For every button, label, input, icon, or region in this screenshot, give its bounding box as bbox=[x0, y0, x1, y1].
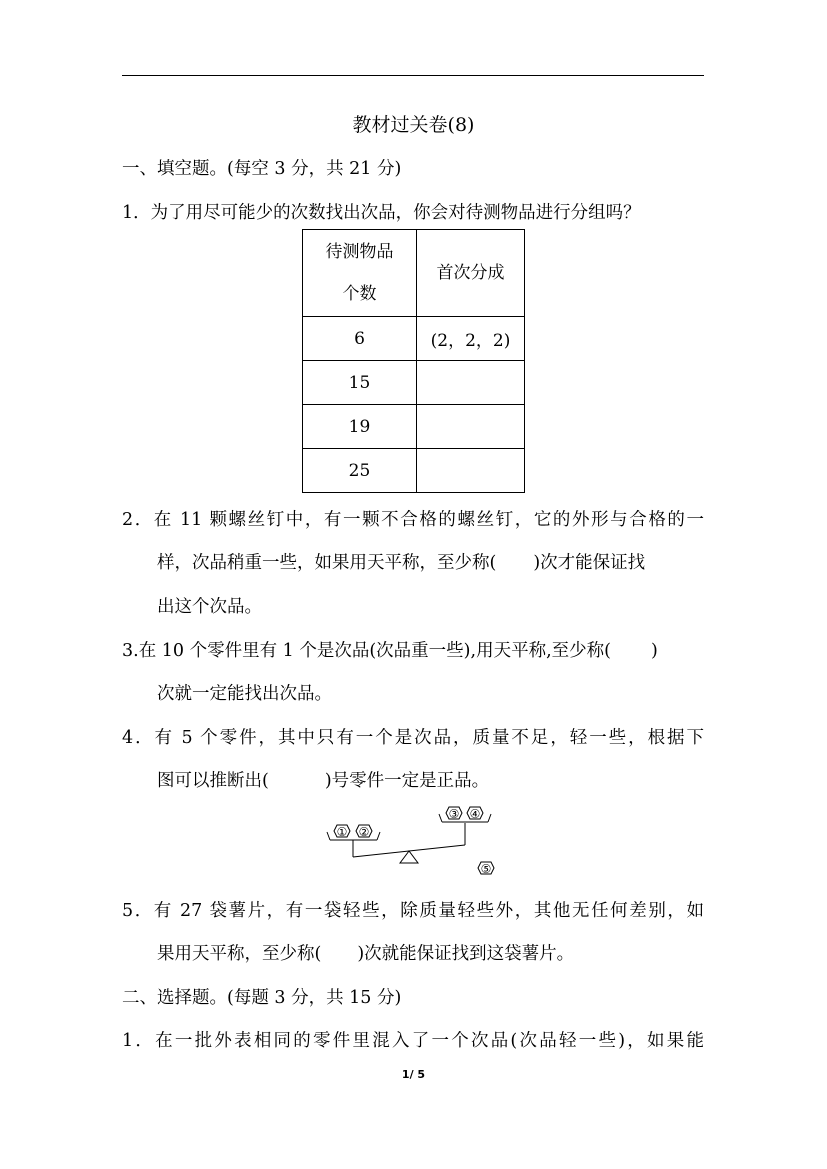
section1-heading: 一、填空题。(每空 3 分，共 21 分) bbox=[122, 159, 402, 179]
page-title: 教材过关卷(8) bbox=[352, 114, 475, 136]
q3-line1: 3.在 10 个零件里有 1 个是次品(次品重一些),用天平称,至少称( ) bbox=[122, 641, 658, 661]
section2-heading: 二、选择题。(每题 3 分，共 15 分) bbox=[122, 988, 402, 1008]
item-count-cell: 19 bbox=[303, 405, 417, 449]
header-item-count: 待测物品 个数 bbox=[303, 230, 417, 317]
section2-q1-line1: 1．在一批外表相同的零件里混入了一个次品(次品轻一些)，如果能 bbox=[122, 1031, 704, 1051]
q2-line3: 出这个次品。 bbox=[157, 597, 262, 617]
table-row bbox=[303, 361, 525, 405]
item-count-cell: 15 bbox=[303, 361, 417, 405]
table-row bbox=[303, 449, 525, 493]
q4-line2: 图可以推断出( )号零件一定是正品。 bbox=[157, 771, 490, 791]
grouping-table bbox=[302, 229, 525, 493]
svg-text:②: ② bbox=[358, 825, 370, 839]
grouping-answer-cell[interactable] bbox=[417, 449, 525, 493]
table-header-row bbox=[303, 230, 525, 317]
grouping-answer-cell[interactable] bbox=[417, 405, 525, 449]
item-count-cell: 6 bbox=[303, 317, 417, 361]
header-first-grouping: 首次分成 bbox=[417, 230, 525, 317]
page-number: 1/ 5 bbox=[401, 1068, 426, 1081]
q1-text: 1．为了用尽可能少的次数找出次品，你会对待测物品进行分组吗？ bbox=[122, 203, 641, 223]
part-4-hexagon-icon bbox=[467, 807, 483, 821]
balance-scale-figure bbox=[320, 800, 510, 880]
q5-line1: 5．有 27 袋薯片，有一袋轻些，除质量轻些外，其他无任何差别，如 bbox=[122, 901, 704, 921]
item-count-cell: 25 bbox=[303, 449, 417, 493]
part-1-hexagon-icon bbox=[334, 825, 350, 839]
part-5-hexagon-icon bbox=[478, 862, 494, 876]
q2-line2: 样，次品稍重一些，如果用天平称，至少称( )次才能保证找 bbox=[157, 553, 646, 573]
header-rule bbox=[122, 75, 704, 76]
q4-line1: 4．有 5 个零件，其中只有一个是次品，质量不足，轻一些，根据下 bbox=[122, 728, 704, 748]
q3-line2: 次就一定能找出次品。 bbox=[157, 684, 332, 704]
table-row bbox=[303, 317, 525, 361]
grouping-answer-cell[interactable] bbox=[417, 361, 525, 405]
q2-line1: 2．在 11 颗螺丝钉中，有一颗不合格的螺丝钉，它的外形与合格的一 bbox=[122, 510, 704, 530]
svg-text:③: ③ bbox=[448, 807, 460, 821]
fulcrum-icon bbox=[400, 851, 418, 863]
svg-text:⑤: ⑤ bbox=[480, 862, 492, 876]
part-2-hexagon-icon bbox=[356, 825, 372, 839]
svg-text:①: ① bbox=[336, 825, 348, 839]
grouping-cell: (2，2，2) bbox=[417, 317, 525, 361]
svg-text:④: ④ bbox=[469, 807, 481, 821]
table-row bbox=[303, 405, 525, 449]
part-3-hexagon-icon bbox=[446, 807, 462, 821]
q5-line2: 果用天平称，至少称( )次就能保证找到这袋薯片。 bbox=[157, 944, 575, 964]
